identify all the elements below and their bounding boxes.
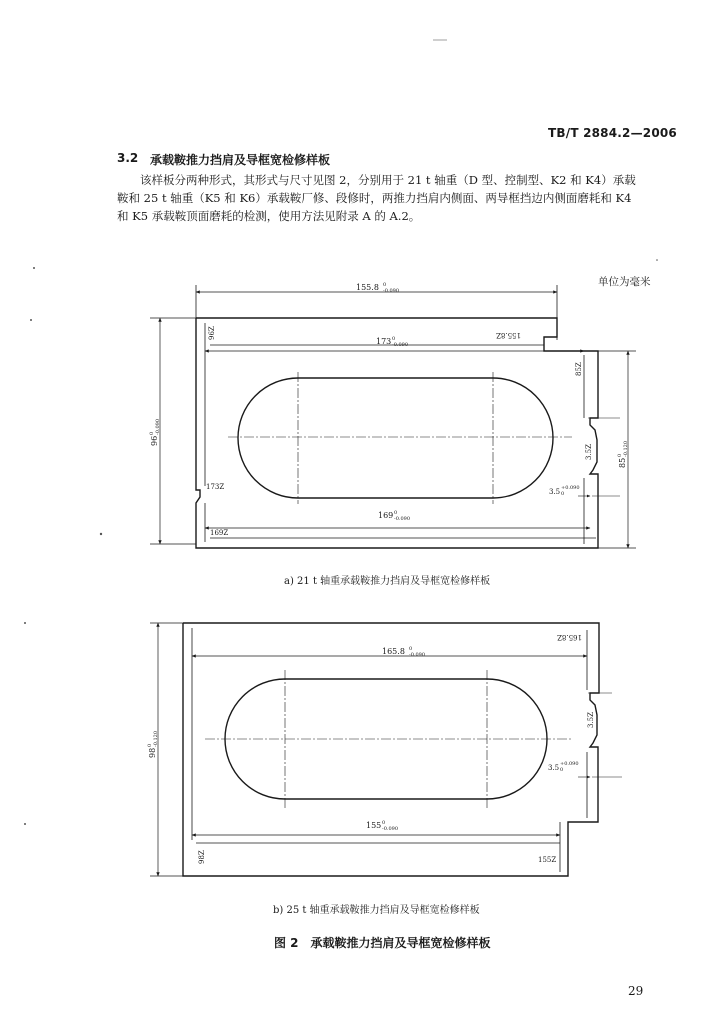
a-mark-bottom-left: 169Z: [210, 529, 229, 537]
svg-text:0: 0: [383, 282, 387, 288]
a-mark-top-left: 96Z: [208, 326, 216, 340]
svg-text:0: 0: [147, 743, 153, 747]
b-bottom-width: 155: [366, 821, 382, 830]
scan-specks: [24, 40, 658, 825]
svg-text:-0.090: -0.090: [392, 342, 409, 348]
drawing-b-labels: [147, 633, 595, 864]
paragraph-line-1: 该样板分两种形式，其形式与尺寸见图 2，分别用于 21 t 轴重（D 型、控制型、K2 和 K4）承载: [140, 173, 636, 187]
svg-text:0: 0: [392, 336, 396, 342]
svg-text:+0.090: +0.090: [560, 761, 579, 767]
drawing-a: [150, 285, 636, 548]
b-notch: 3.5: [548, 764, 560, 772]
a-top-width: 155.8: [356, 283, 379, 292]
a-right-height: 85: [618, 457, 627, 468]
a-notch: 3.5: [549, 488, 561, 496]
a-bottom-width: 169: [378, 511, 394, 520]
a-left-height: 96: [150, 435, 159, 446]
paragraph-line-2: 鞍和 25 t 轴重（K5 和 K6）承载鞍厂修、段修时，两推力挡肩内侧面、两导框挡边内侧面磨耗和 K4: [117, 191, 632, 205]
a-mark-top-right: 155.8Z: [496, 331, 521, 339]
svg-text:0: 0: [617, 453, 623, 457]
svg-text:-0.090: -0.090: [394, 516, 411, 522]
a-mark-left-mid: 173Z: [206, 483, 225, 491]
page-number: 29: [628, 984, 644, 998]
svg-text:-0.120: -0.120: [153, 730, 159, 747]
b-top-width: 165.8: [382, 647, 405, 656]
b-mark-bottom-right: 155Z: [538, 856, 557, 864]
drawing-a-stadium: [238, 378, 553, 498]
figure-title: 图 2 承载鞍推力挡肩及导框宽检修样板: [274, 936, 491, 950]
paragraph-line-3: 和 K5 承载鞍顶面磨耗的检测，使用方法见附录 A 的 A.2。: [117, 209, 421, 223]
figure-a-caption: a) 21 t 轴重承载鞍推力挡肩及导框宽检修样板: [284, 576, 491, 587]
standard-header: TB/T 2884.2—2006: [548, 126, 677, 140]
svg-text:-0.090: -0.090: [382, 826, 399, 832]
svg-text:+0.090: +0.090: [561, 485, 580, 491]
svg-text:-0.090: -0.090: [155, 418, 161, 435]
figure-b-caption: b) 25 t 轴重承载鞍推力挡肩及导框宽检修样板: [273, 905, 480, 916]
svg-text:0: 0: [149, 431, 155, 435]
svg-text:0: 0: [560, 767, 564, 773]
drawing-b: [150, 623, 622, 876]
svg-text:0: 0: [561, 491, 565, 497]
b-left-height: 98: [148, 747, 157, 758]
section-title: 承载鞍推力挡肩及导框宽检修样板: [150, 153, 331, 167]
b-mark-bottom-left: 98Z: [198, 850, 206, 864]
b-mark-right-mid: 3.5Z: [587, 712, 595, 728]
unit-note: 单位为毫米: [598, 276, 651, 288]
svg-text:-0.120: -0.120: [623, 440, 629, 457]
b-mark-top-right: 165.8Z: [557, 633, 582, 641]
a-mid-width: 173: [376, 337, 392, 346]
drawing-b-outline: [183, 623, 599, 876]
section-number: 3.2: [117, 151, 139, 165]
svg-text:0: 0: [382, 820, 386, 826]
svg-text:-0.090: -0.090: [409, 652, 426, 658]
a-mark-right-mid: 3.5Z: [585, 444, 593, 460]
a-mark-right-upper: 85Z: [575, 362, 583, 376]
svg-text:0: 0: [409, 646, 413, 652]
svg-text:0: 0: [394, 510, 398, 516]
svg-text:-0.090: -0.090: [383, 288, 400, 294]
